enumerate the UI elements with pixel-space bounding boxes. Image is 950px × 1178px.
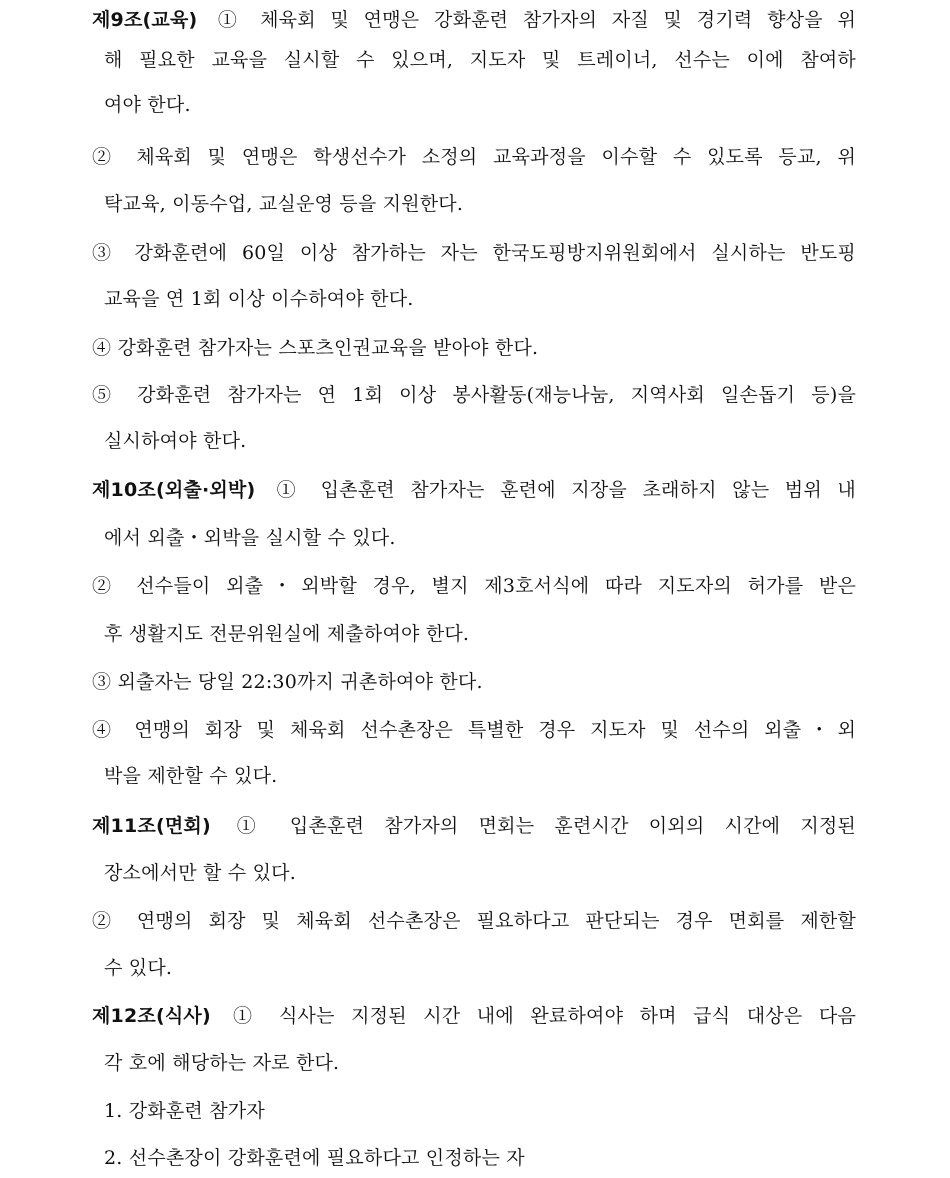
paragraph-line: [0, 901, 950, 941]
article-12-line: [0, 1043, 950, 1083]
paragraph-line: [0, 566, 950, 606]
paragraph-text: 실시하여야 한다.: [104, 430, 247, 452]
list-item-text: 1. 강화훈련 참가자: [104, 1100, 265, 1122]
paragraph-line: [0, 710, 950, 750]
paragraph-text: 수 있다.: [104, 957, 173, 979]
paragraph-line: [0, 421, 950, 461]
article-9-heading-line: [0, 0, 950, 40]
paragraph-text: 에서 외출・외박을 실시할 수 있다.: [104, 527, 396, 549]
paragraph-text: 각 호에 해당하는 자로 한다.: [104, 1052, 340, 1074]
list-item-text: 2. 선수촌장이 강화훈련에 필요하다고 인정하는 자: [104, 1147, 525, 1169]
article-10-heading-line: [0, 470, 950, 510]
paragraph-line: [0, 328, 950, 368]
paragraph-text: 여야 한다.: [104, 94, 191, 116]
paragraph-line: [0, 375, 950, 415]
paragraph-line: [0, 279, 950, 319]
paragraph-text: ① 입촌훈련 참가자의 면회는 훈련시간 이외의 시간에 지정된: [222, 815, 856, 837]
article-10-line: [0, 518, 950, 558]
article-11-line: [0, 853, 950, 893]
paragraph-text: 해 필요한 교육을 실시할 수 있으며, 지도자 및 트레이너, 선수는 이에 참여하: [104, 49, 856, 71]
paragraph-text: ② 체육회 및 연맹은 학생선수가 소정의 교육과정을 이수할 수 있도록 등교, 위: [92, 146, 856, 168]
list-item: [0, 1138, 950, 1178]
paragraph-text: ① 체육회 및 연맹은 강화훈련 참가자의 자질 및 경기력 향상을 위: [209, 9, 856, 31]
paragraph-text: ③ 강화훈련에 60일 이상 참가하는 자는 한국도핑방지위원회에서 실시하는 반도핑: [92, 242, 856, 264]
article-9-line: [0, 85, 950, 125]
paragraph-text: 박을 제한할 수 있다.: [104, 765, 278, 787]
article-11-heading-line: [0, 806, 950, 846]
paragraph-line: [0, 233, 950, 273]
article-heading: 제10조(외출·외박): [92, 479, 256, 501]
paragraph-text: ⑤ 강화훈련 참가자는 연 1회 이상 봉사활동(재능나눔, 지역사회 일손돕기 등)을: [92, 384, 856, 406]
article-12-heading-line: [0, 996, 950, 1036]
paragraph-text: ② 연맹의 회장 및 체육회 선수촌장은 필요하다고 판단되는 경우 면회를 제한할: [92, 910, 856, 932]
paragraph-line: [0, 948, 950, 988]
article-heading: 제11조(면회): [92, 815, 211, 837]
paragraph-line: [0, 662, 950, 702]
paragraph-line: [0, 137, 950, 177]
paragraph-text: 장소에서만 할 수 있다.: [104, 862, 296, 884]
paragraph-line: [0, 614, 950, 654]
paragraph-text: ① 식사는 지정된 시간 내에 완료하여야 하며 급식 대상은 다음: [222, 1005, 856, 1027]
list-item: [0, 1091, 950, 1131]
article-heading: 제12조(식사): [92, 1005, 211, 1027]
paragraph-text: 후 생활지도 전문위원실에 제출하여야 한다.: [104, 623, 470, 645]
paragraph-text: ④ 강화훈련 참가자는 스포츠인권교육을 받아야 한다.: [92, 337, 539, 359]
paragraph-text: ② 선수들이 외출・외박할 경우, 별지 제3호서식에 따라 지도자의 허가를 받은: [92, 575, 856, 597]
paragraph-text: 탁교육, 이동수업, 교실운영 등을 지원한다.: [104, 193, 464, 215]
paragraph-text: ③ 외출자는 당일 22:30까지 귀촌하여야 한다.: [92, 671, 483, 693]
paragraph-text: ④ 연맹의 회장 및 체육회 선수촌장은 특별한 경우 지도자 및 선수의 외출・외: [92, 719, 856, 741]
paragraph-text: ① 입촌훈련 참가자는 훈련에 지장을 초래하지 않는 범위 내: [267, 479, 856, 501]
article-heading: 제9조(교육): [92, 9, 198, 31]
paragraph-text: 교육을 연 1회 이상 이수하여야 한다.: [104, 288, 414, 310]
paragraph-line: [0, 184, 950, 224]
article-9-line: [0, 40, 950, 80]
paragraph-line: [0, 756, 950, 796]
